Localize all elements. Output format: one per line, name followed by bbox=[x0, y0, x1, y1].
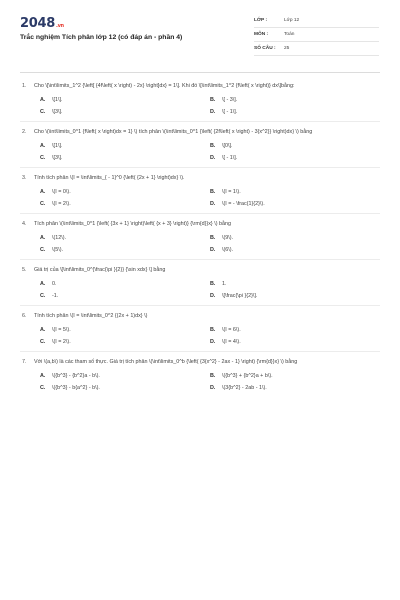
question-number: 2. bbox=[22, 129, 27, 135]
option-text: \(5\). bbox=[52, 247, 64, 253]
option-d[interactable] bbox=[210, 109, 380, 115]
divider bbox=[254, 27, 379, 28]
option-d[interactable] bbox=[210, 385, 380, 391]
answer-options bbox=[20, 327, 380, 345]
option-text: \(I = 2\). bbox=[52, 339, 71, 345]
option-letter: A. bbox=[40, 97, 46, 103]
site-logo[interactable] bbox=[20, 16, 64, 31]
meta-value: Lớp 12 bbox=[284, 18, 300, 23]
question-number: 5. bbox=[22, 267, 27, 273]
option-a[interactable] bbox=[40, 327, 210, 333]
question-2 bbox=[20, 128, 380, 168]
option-letter: B. bbox=[210, 235, 216, 241]
option-a[interactable] bbox=[40, 235, 210, 241]
option-text: \(I = 2\). bbox=[52, 201, 71, 207]
page-header bbox=[0, 0, 400, 60]
answer-options bbox=[20, 373, 380, 391]
answer-options bbox=[20, 281, 380, 299]
question-list bbox=[20, 82, 380, 403]
option-text: \[1\]. bbox=[52, 97, 63, 103]
option-letter: D. bbox=[210, 247, 216, 253]
question-text bbox=[20, 128, 380, 137]
option-text: \[1\]. bbox=[52, 143, 63, 149]
option-letter: D. bbox=[210, 109, 216, 115]
option-text: \({b^3} - {b^2}a - b\). bbox=[52, 373, 100, 379]
answer-options bbox=[20, 235, 380, 253]
divider bbox=[254, 41, 379, 42]
question-text bbox=[20, 220, 380, 229]
option-letter: A. bbox=[40, 235, 46, 241]
option-text: \[ - 1\]. bbox=[222, 155, 238, 161]
question-body: Cho \(\int\limits_0^1 {f\left( x \right)dx = 1} \) tích phân \(\int\limits_0^1 {\left( {2f\left( x \right) - 3{x^2}} \right)dx} \) bằng bbox=[34, 129, 313, 135]
option-letter: C. bbox=[40, 201, 46, 207]
logo-text: 2048 bbox=[20, 16, 55, 31]
answer-options bbox=[20, 189, 380, 207]
option-text: \(I = 5\). bbox=[52, 327, 71, 333]
option-b[interactable] bbox=[210, 97, 380, 103]
question-text bbox=[20, 266, 380, 275]
option-b[interactable] bbox=[210, 143, 380, 149]
meta-label: LỚP : bbox=[254, 18, 268, 23]
option-letter: C. bbox=[40, 385, 46, 391]
option-d[interactable] bbox=[210, 339, 380, 345]
option-letter: B. bbox=[210, 327, 216, 333]
option-letter: A. bbox=[40, 143, 46, 149]
option-text: \(I = 1\). bbox=[222, 189, 241, 195]
option-c[interactable] bbox=[40, 385, 210, 391]
question-4 bbox=[20, 220, 380, 260]
question-text bbox=[20, 174, 380, 183]
question-3 bbox=[20, 174, 380, 214]
meta-label: MÔN : bbox=[254, 32, 269, 37]
option-text: \({b^3} + {b^2}a + b\). bbox=[222, 373, 273, 379]
option-letter: D. bbox=[210, 339, 216, 345]
option-b[interactable] bbox=[210, 281, 380, 287]
option-c[interactable] bbox=[40, 155, 210, 161]
question-5 bbox=[20, 266, 380, 306]
answer-options bbox=[20, 143, 380, 161]
option-text: \[ - 3\]. bbox=[222, 97, 238, 103]
option-text: \(I = - \frac{1}{2}\). bbox=[222, 201, 265, 207]
option-letter: D. bbox=[210, 293, 216, 299]
option-a[interactable] bbox=[40, 373, 210, 379]
option-b[interactable] bbox=[210, 327, 380, 333]
question-body: Tính tích phân \(I = \int\limits_0^2 {(2x + 1)dx} \) bbox=[34, 313, 148, 319]
option-text: \({b^3} - b{a^2} - b\). bbox=[52, 385, 100, 391]
option-letter: A. bbox=[40, 327, 46, 333]
option-text: \[3\]. bbox=[52, 109, 63, 115]
option-d[interactable] bbox=[210, 201, 380, 207]
question-body: Tính tích phân \(I = \int\limits_{ - 1}^0 {\left( {2x + 1} \right)dx} \). bbox=[34, 175, 185, 181]
question-7 bbox=[20, 358, 380, 397]
option-text: \(6\). bbox=[222, 247, 234, 253]
option-letter: C. bbox=[40, 339, 46, 345]
option-text: \(I = 6\). bbox=[222, 327, 241, 333]
option-c[interactable] bbox=[40, 247, 210, 253]
option-b[interactable] bbox=[210, 235, 380, 241]
option-letter: D. bbox=[210, 385, 216, 391]
option-letter: C. bbox=[40, 109, 46, 115]
option-letter: A. bbox=[40, 373, 46, 379]
question-number: 1. bbox=[22, 83, 27, 89]
question-text bbox=[20, 358, 380, 367]
question-6 bbox=[20, 312, 380, 352]
option-c[interactable] bbox=[40, 201, 210, 207]
option-b[interactable] bbox=[210, 189, 380, 195]
header-divider bbox=[20, 72, 380, 73]
option-letter: A. bbox=[40, 189, 46, 195]
question-body: Cho \[\int\limits_1^2 {\left[ {4f\left( x \right) - 2x} \right]dx} = 1\]. Khi đó \[\int\limits_1^2 {f\left( x \right)} dx\]bằng: bbox=[34, 83, 295, 89]
option-c[interactable] bbox=[40, 339, 210, 345]
quiz-title: Trắc nghiệm Tích phân lớp 12 (có đáp án - phần 4) bbox=[20, 34, 183, 41]
question-number: 4. bbox=[22, 221, 27, 227]
option-letter: B. bbox=[210, 373, 216, 379]
option-letter: B. bbox=[210, 143, 216, 149]
option-letter: B. bbox=[210, 97, 216, 103]
option-text: \(3{b^2} - 2ab - 1\). bbox=[222, 385, 267, 391]
option-letter: D. bbox=[210, 201, 216, 207]
question-number: 3. bbox=[22, 175, 27, 181]
option-c[interactable] bbox=[40, 293, 210, 299]
option-a[interactable] bbox=[40, 97, 210, 103]
question-body: Tích phân \(\int\limits_0^1 {\left( {3x + 1} \right)\left( {x + 3} \right)} {\rm{d}}x} \) bằng bbox=[34, 221, 231, 227]
option-letter: B. bbox=[210, 189, 216, 195]
option-text: \(9\). bbox=[222, 235, 234, 241]
option-letter: A. bbox=[40, 281, 46, 287]
question-body: Giá trị của \[\int\limits_0^{\frac{\pi }{2}} {\sin xdx} \] bằng bbox=[34, 267, 166, 273]
option-text: -1. bbox=[52, 293, 59, 299]
option-letter: C. bbox=[40, 293, 46, 299]
option-text: \(I = 0\). bbox=[52, 189, 71, 195]
option-d[interactable] bbox=[210, 155, 380, 161]
option-text: \[\frac{\pi }{2}\]. bbox=[222, 293, 258, 299]
question-number: 7. bbox=[22, 359, 27, 365]
option-letter: C. bbox=[40, 155, 46, 161]
option-letter: B. bbox=[210, 281, 216, 287]
question-1 bbox=[20, 82, 380, 122]
option-text: \(12\). bbox=[52, 235, 67, 241]
meta-value: Toán bbox=[284, 32, 295, 37]
question-number: 6. bbox=[22, 313, 27, 319]
option-text: \(I = 4\). bbox=[222, 339, 241, 345]
question-text bbox=[20, 82, 380, 91]
option-d[interactable] bbox=[210, 247, 380, 253]
logo-suffix: .vn bbox=[55, 23, 64, 29]
option-text: 0. bbox=[52, 281, 57, 287]
meta-value: 25 bbox=[284, 46, 290, 51]
option-text: \[0\]. bbox=[222, 143, 233, 149]
option-text: \[ - 1\]. bbox=[222, 109, 238, 115]
option-text: 1. bbox=[222, 281, 227, 287]
option-text: \[3\]. bbox=[52, 155, 63, 161]
option-d[interactable] bbox=[210, 293, 380, 299]
question-body: Với \(a,b\) là các tham số thực. Giá trị tích phân \(\int\limits_0^b {\left( {3{x^2} - 2ax - 1} \right) {\rm{d}}x} \) bằng bbox=[34, 359, 298, 365]
divider bbox=[254, 55, 379, 56]
option-a[interactable] bbox=[40, 143, 210, 149]
option-a[interactable] bbox=[40, 281, 210, 287]
question-text bbox=[20, 312, 380, 321]
meta-label: SỐ CÂU : bbox=[254, 46, 276, 51]
option-a[interactable] bbox=[40, 189, 210, 195]
option-b[interactable] bbox=[210, 373, 380, 379]
option-c[interactable] bbox=[40, 109, 210, 115]
option-letter: D. bbox=[210, 155, 216, 161]
option-letter: C. bbox=[40, 247, 46, 253]
answer-options bbox=[20, 97, 380, 115]
